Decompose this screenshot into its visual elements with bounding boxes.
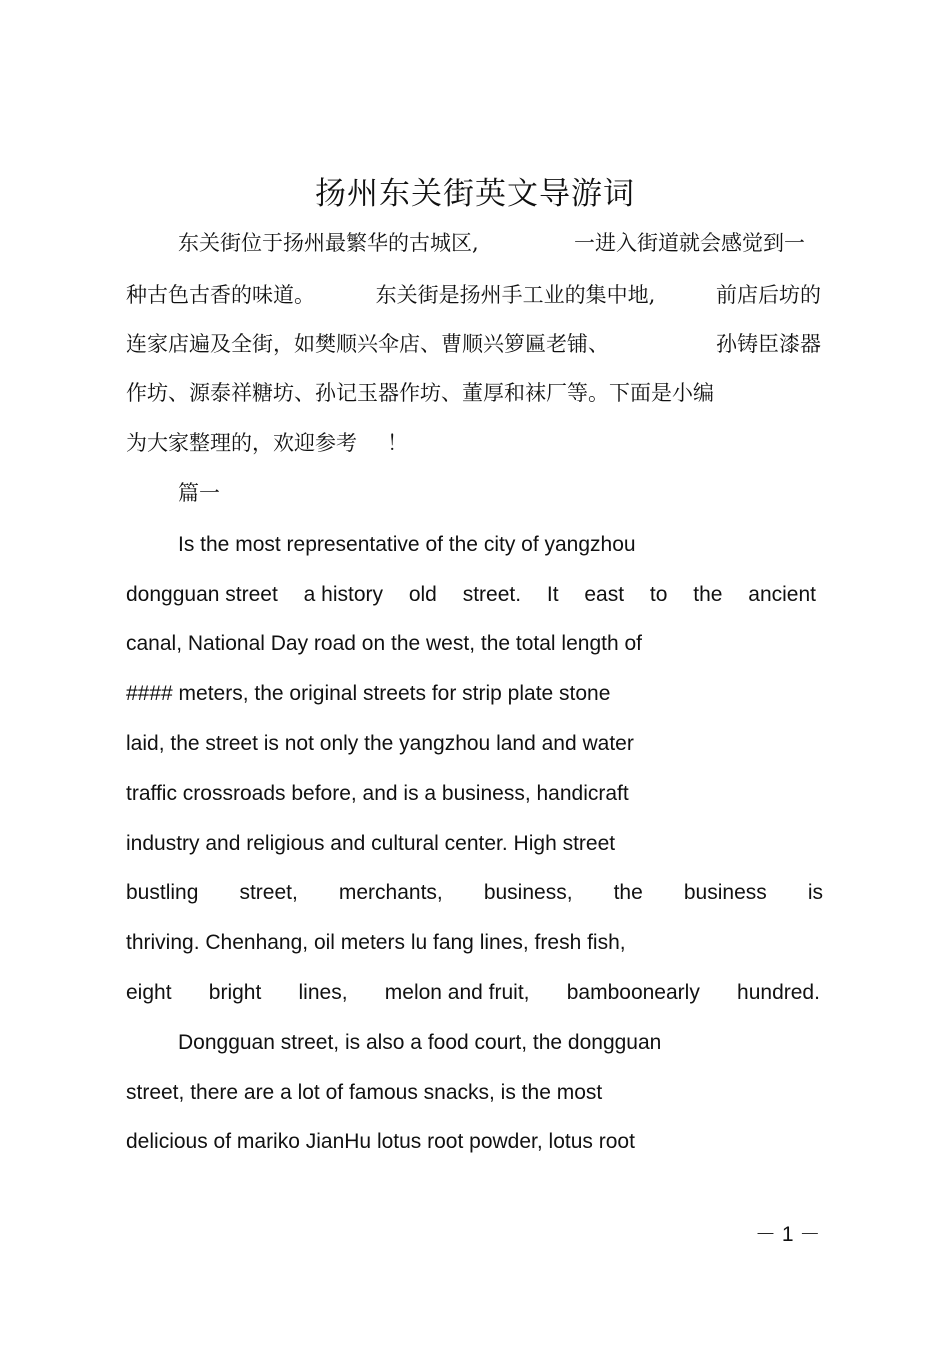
english-line-10-part-1: eight <box>126 981 172 1004</box>
english-line-6 <box>126 779 629 809</box>
english-line-10-part-3: lines, <box>298 981 348 1004</box>
english-line-1-part-1: Is the most representative of the city of yangzhou <box>178 533 636 556</box>
english-line-7-part-1: industry and religious and cultural center. High street <box>126 832 616 855</box>
intro-line-2 <box>126 280 821 310</box>
english-line-2-part-4: street. <box>462 583 522 606</box>
intro-line-2-part-1: 种古色古香的味道。 <box>126 283 315 307</box>
english-line-5 <box>126 729 634 759</box>
intro-line-5-part-2: ！ <box>387 431 408 455</box>
english-line-2-part-6: east <box>584 583 625 606</box>
english-line-13 <box>126 1127 635 1157</box>
intro-line-1 <box>178 228 805 258</box>
english-line-2-part-8: the <box>693 583 723 606</box>
intro-line-3 <box>126 329 821 359</box>
intro-line-2-part-3: 前店后坊的 <box>716 283 821 307</box>
english-line-7 <box>126 829 615 859</box>
english-line-3 <box>126 629 642 659</box>
english-line-3-part-1: canal, National Day road on the west, the total length of <box>126 632 642 655</box>
english-line-2 <box>126 580 816 610</box>
intro-line-1-part-2: 一进入街道就会感觉到一 <box>574 231 805 255</box>
english-line-10 <box>126 978 820 1008</box>
intro-line-3-part-1: 连家店遍及全街，如樊顺兴伞店、曹顺兴箩匾老铺、 <box>126 332 609 356</box>
english-line-8-part-6: business <box>683 881 767 904</box>
english-line-10-part-2: bright <box>208 981 262 1004</box>
english-line-1 <box>178 530 636 560</box>
intro-line-1-part-1: 东关街位于扬州最繁华的古城区, <box>178 231 479 255</box>
english-line-4-part-1: #### meters, the original streets for strip plate stone <box>126 682 611 705</box>
intro-line-3-part-2: 孙铸臣漆器 <box>716 332 821 356</box>
english-line-2-part-5: It <box>546 583 559 606</box>
english-line-12 <box>126 1078 602 1108</box>
english-line-8 <box>126 878 823 908</box>
english-line-10-part-5: bamboonearly <box>566 981 700 1004</box>
intro-line-4-part-1: 作坊、源泰祥糖坊、孙记玉器作坊、董厚和袜厂等。下面是小编 <box>126 381 714 405</box>
english-line-8-part-3: merchants, <box>338 881 443 904</box>
english-line-2-part-7: to <box>649 583 668 606</box>
english-line-6-part-1: traffic crossroads before, and is a business, handicraft <box>126 782 629 805</box>
english-line-12-part-1: street, there are a lot of famous snacks, is the most <box>126 1081 603 1104</box>
english-line-8-part-1: bustling <box>126 881 199 904</box>
english-line-2-part-2: a history <box>303 583 383 606</box>
intro-line-5-part-1: 为大家整理的，欢迎参考 <box>126 431 357 455</box>
intro-line-2-part-2: 东关街是扬州手工业的集中地, <box>375 283 656 307</box>
document-title: 扬州东关街英文导游词 <box>315 176 635 212</box>
english-line-5-part-1: laid, the street is not only the yangzhou land and water <box>126 732 634 755</box>
english-line-8-part-2: street, <box>239 881 298 904</box>
english-line-8-part-4: business, <box>483 881 573 904</box>
english-line-11 <box>178 1028 661 1058</box>
english-line-9 <box>126 928 626 958</box>
english-line-8-part-5: the <box>613 881 643 904</box>
english-line-11-part-1: Dongguan street, is also a food court, the dongguan <box>178 1031 662 1054</box>
english-line-10-part-4: melon and fruit, <box>384 981 530 1004</box>
english-line-2-part-3: old <box>408 583 437 606</box>
intro-line-4 <box>126 378 714 408</box>
english-line-4 <box>126 679 610 709</box>
english-line-13-part-1: delicious of mariko JianHu lotus root powder, lotus root <box>126 1130 635 1153</box>
english-line-2-part-1: dongguan street <box>126 583 278 606</box>
english-line-10-part-6: hundred. <box>737 981 820 1004</box>
section-heading: 篇一 <box>178 481 220 505</box>
page-number: － 1 － <box>755 1223 821 1246</box>
english-line-8-part-7: is <box>807 881 823 904</box>
english-line-9-part-1: thriving. Chenhang, oil meters lu fang lines, fresh fish, <box>126 931 626 954</box>
english-line-2-part-9: ancient <box>748 583 816 606</box>
intro-line-5 <box>126 428 408 458</box>
